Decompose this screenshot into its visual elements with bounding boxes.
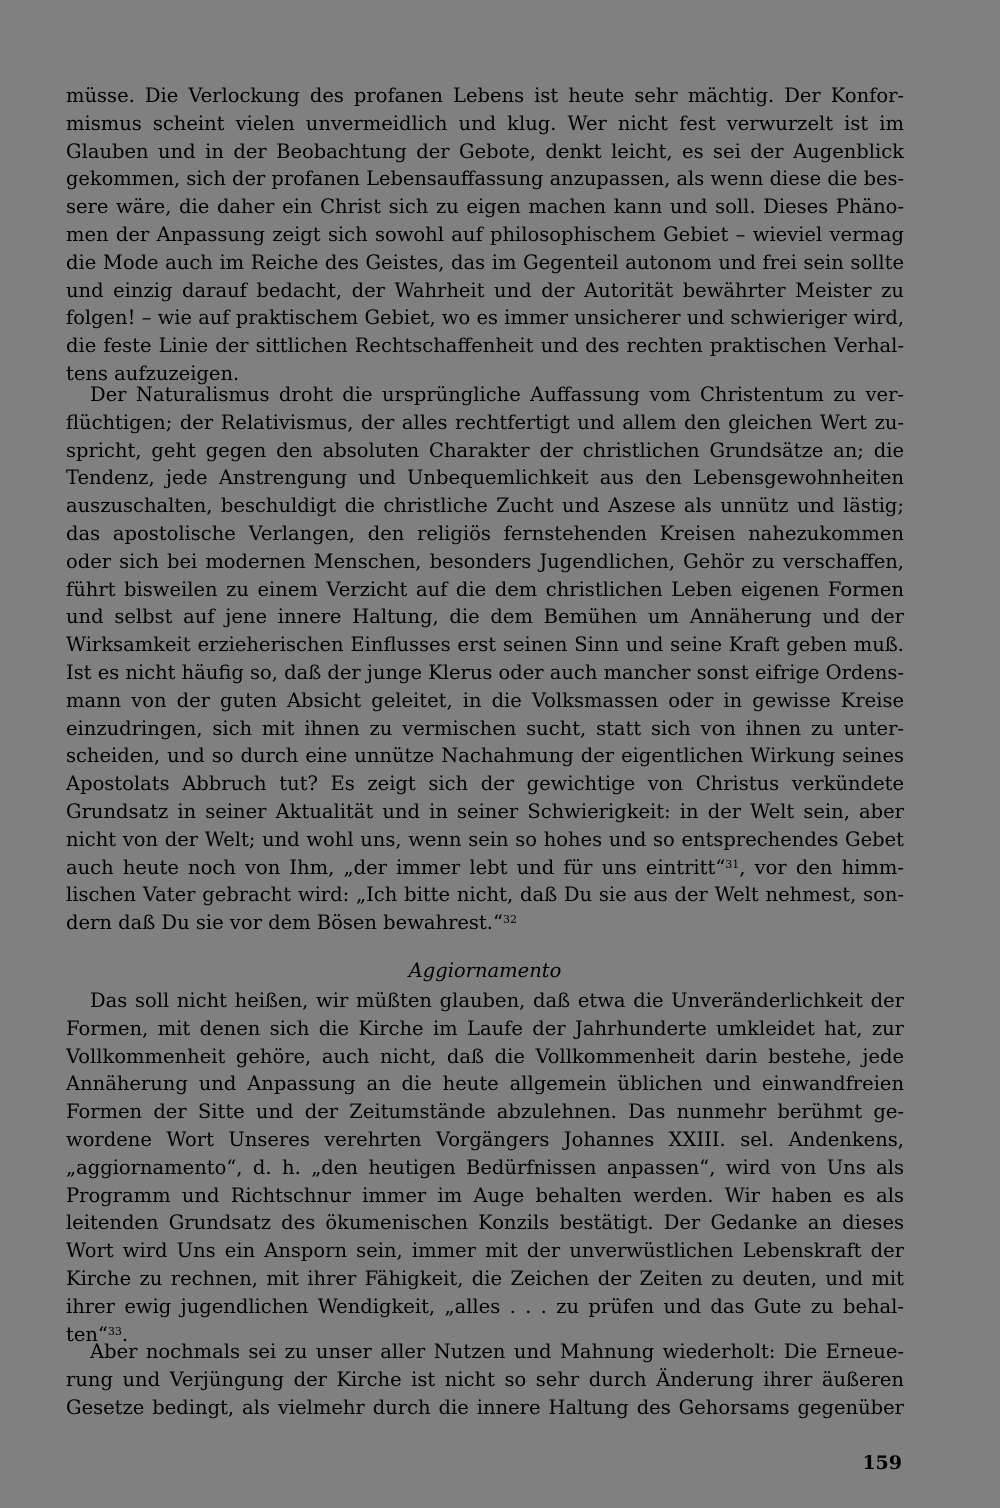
text-line: spricht, geht gegen den absoluten Charakter der christlichen Grundsätze an; die <box>66 438 904 462</box>
footnote-ref: 31 <box>725 857 740 871</box>
text-line: tens aufzuzeigen. <box>66 361 240 385</box>
text-line: Wort wird Uns ein Ansporn sein, immer mit der unverwüstlichen Lebenskraft der <box>66 1239 904 1263</box>
text-line: ihrer ewig jugendlichen Wendigkeit, „alles . . . zu prüfen und das Gute zu behal- <box>66 1294 904 1318</box>
text-line: Grundsatz in seiner Aktualität und in seiner Schwierigkeit: in der Welt sein, aber <box>66 799 904 823</box>
text-fragment: , vor den himm- <box>739 855 904 879</box>
text-line: lischen Vater gebracht wird: „Ich bitte nicht, daß Du sie aus der Welt nehmest, son- <box>66 883 904 907</box>
text-line: die Mode auch im Reiche des Geistes, das im Gegenteil autonom und frei sein sollte <box>66 250 904 274</box>
text-line: flüchtigen; der Relativismus, der alles rechtfertigt und allem den gleichen Wert zu- <box>66 410 904 434</box>
page-number: 159 <box>862 1452 902 1474</box>
text-fragment: ten“ <box>66 1322 108 1346</box>
text-line: und einzig darauf bedacht, der Wahrheit und der Autorität bewährter Meister zu <box>66 278 904 302</box>
text-line: mann von der guten Absicht geleitet, in die Volksmassen oder in gewisse Kreise <box>66 688 904 712</box>
text-fragment: dern daß Du sie vor dem Bösen bewahrest.“ <box>66 911 503 935</box>
text-line: Wirksamkeit erzieherischen Einflusses erst seinen Sinn und seine Kraft geben muß. <box>66 633 904 657</box>
text-line: men der Anpassung zeigt sich sowohl auf philosophischem Gebiet – wieviel vermag <box>66 222 904 246</box>
section-heading: Aggiornamento <box>408 959 562 982</box>
paragraph-3 <box>66 987 904 1348</box>
paragraph-4 <box>66 1338 904 1421</box>
text-line: Annäherung und Anpassung an die heute allgemein üblichen und einwandfreien <box>66 1072 904 1096</box>
text-line: führt bisweilen zu einem Verzicht auf die dem christlichen Leben eigenen Formen <box>66 577 904 601</box>
text-line: Der Naturalismus droht die ursprüngliche Auffassung vom Christentum zu ver- <box>90 383 904 406</box>
text-line <box>66 909 904 937</box>
paragraph-1 <box>66 82 904 388</box>
text-line: folgen! – wie auf praktischem Gebiet, wo es immer unsicherer und schwieriger wird, <box>66 306 904 330</box>
text-line: Das soll nicht heißen, wir müßten glauben, daß etwa die Unveränderlichkeit der <box>90 989 904 1012</box>
text-line: Formen der Sitte und der Zeitumstände abzulehnen. Das nunmehr berühmt ge- <box>66 1100 904 1124</box>
text-line: sere wäre, die daher ein Christ sich zu eigen machen kann und soll. Dieses Phäno- <box>66 195 904 219</box>
text-line: Apostolats Abbruch tut? Es zeigt sich der gewichtige von Christus verkündete <box>66 772 904 796</box>
text-line: müsse. Die Verlockung des profanen Lebens ist heute sehr mächtig. Der Konfor- <box>66 84 904 107</box>
text-line: und selbst auf jene innere Haltung, die dem Bemühen um Annäherung und der <box>66 605 904 629</box>
text-line: rung und Verjüngung der Kirche ist nicht so sehr durch Änderung ihrer äußeren <box>66 1367 904 1391</box>
paragraph-2 <box>66 381 904 937</box>
text-line: wordene Wort Unseres verehrten Vorgängers Johannes XXIII. sel. Andenkens, <box>66 1127 904 1151</box>
text-line: oder sich bei modernen Menschen, besonders Jugendlichen, Gehör zu verschaffen, <box>66 549 904 573</box>
text-line: gekommen, sich der profanen Lebensauffassung anzupassen, als wenn diese die bes- <box>66 167 904 191</box>
text-line: Vollkommenheit gehöre, auch nicht, daß die Vollkommenheit darin bestehe, jede <box>66 1044 904 1068</box>
text-line: Kirche zu rechnen, mit ihrer Fähigkeit, die Zeichen der Zeiten zu deuten, und mit <box>66 1266 904 1290</box>
footnote-ref: 32 <box>502 913 517 927</box>
text-line: einzudringen, sich mit ihnen zu vermischen sucht, statt sich von ihnen zu unter- <box>66 716 904 740</box>
text-line: Gesetze bedingt, als vielmehr durch die innere Haltung des Gehorsams gegenüber <box>66 1395 904 1419</box>
text-line: die feste Linie der sittlichen Rechtschaffenheit und des rechten praktischen Verhal- <box>66 334 904 358</box>
text-line: Glauben und in der Beobachtung der Gebote, denkt leicht, es sei der Augenblick <box>66 139 904 163</box>
text-line: mismus scheint vielen unvermeidlich und klug. Wer nicht fest verwurzelt ist im <box>66 111 904 135</box>
footnote-ref: 33 <box>107 1324 122 1338</box>
text-line: auszuschalten, beschuldigt die christliche Zucht und Aszese als unnütz und lästig; <box>66 494 904 518</box>
text-line: „aggiornamento“, d. h. „den heutigen Bedürfnissen anpassen“, wird von Uns als <box>66 1155 904 1179</box>
text-line: scheiden, und so durch eine unnütze Nachahmung der eigentlichen Wirkung seines <box>66 744 904 768</box>
text-fragment: . <box>121 1322 129 1346</box>
text-line: leitenden Grundsatz des ökumenischen Konzils bestätigt. Der Gedanke an dieses <box>66 1211 904 1235</box>
text-line: nicht von der Welt; und wohl uns, wenn sein so hohes und so entsprechendes Gebet <box>66 827 904 851</box>
text-line: Programm und Richtschnur immer im Auge behalten werden. Wir haben es als <box>66 1183 904 1207</box>
text-line: Aber nochmals sei zu unser aller Nutzen und Mahnung wiederholt: Die Erneue- <box>90 1340 904 1363</box>
text-fragment: auch heute noch von Ihm, „der immer lebt und für uns eintritt“ <box>66 855 726 879</box>
text-line <box>66 854 904 882</box>
text-line: Tendenz, jede Anstrengung und Unbequemlichkeit aus den Lebensgewohnheiten <box>66 466 904 490</box>
text-line: Ist es nicht häufig so, daß der junge Klerus oder auch mancher sonst eifrige Ordens- <box>66 660 904 684</box>
text-line: Formen, mit denen sich die Kirche im Laufe der Jahrhunderte umkleidet hat, zur <box>66 1016 904 1040</box>
text-line: das apostolische Verlangen, den religiös fernstehenden Kreisen nahezukommen <box>66 521 904 545</box>
